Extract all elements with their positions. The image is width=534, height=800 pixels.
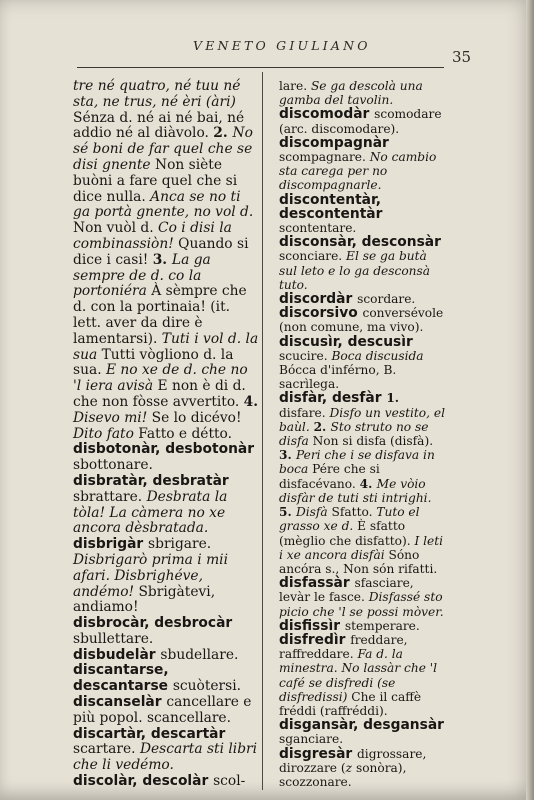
right-column [279,79,447,789]
dictionary-entry [279,619,447,633]
sense-number: 2. [313,419,331,434]
entry-text: scuòtersi. [172,678,242,695]
example-phrase: Disfà [295,505,332,520]
entry-text: Non si disfa (disfà). [312,434,434,449]
entry-text: scartare. [73,741,140,758]
dictionary-entry [279,747,447,790]
entry-headword: disgresàr [279,745,357,762]
entry-text: sfasciare, levàr le fasce. [279,576,414,605]
entry-text: scordare. [357,292,416,307]
dictionary-entry [279,718,447,746]
entry-text: scontentare. [279,221,357,236]
example-phrase: Desbrata la tòla! La càmera no xe ancora dèsbratada. [73,488,228,537]
entry-text: digrossare, dirozzare ( [279,746,427,775]
running-title: VENETO GIULIANO [193,38,371,53]
left-column [73,79,260,790]
sense-number: 4. [243,393,259,410]
entry-text: lare. [279,79,311,93]
dictionary-entry [73,616,260,648]
entry-text: cancellare e più popol. scancellare. [73,694,252,726]
entry-text: conversévole (non comune, ma vivo). [279,306,444,335]
dictionary-entry [73,648,260,664]
example-phrase: No cambio sta carega per no discompagnarle. [279,150,437,193]
entry-text: Quando si dice i casi! [73,235,249,268]
dictionary-entry [73,695,260,727]
entry-headword: discusìr, descusìr [279,333,413,350]
sense-number: 2. [213,125,233,142]
entry-text: sbullettare. [73,630,154,647]
example-phrase: El se ga butà sul leto e lo ga desconsà tuto. [279,249,431,292]
entry-text: sganciare. [279,732,344,747]
dictionary-entry [73,442,260,474]
dictionary-entry [279,391,447,576]
entry-headword: discolàr, descolàr [73,773,214,790]
example-phrase: E no xe de d. che no 'l iera avisà [73,362,248,395]
entry-text: E non è di d. che non fòsse avvertito. [73,378,246,410]
entry-text: scucire. [279,348,332,363]
example-phrase: Tuti i vol d. la sua [73,330,259,363]
sense-number: 3. [152,251,172,268]
example-phrase: La ga sempre de d. co la portoniéra [73,251,211,300]
dictionary-entry [279,292,447,306]
entry-headword: disfissìr [279,617,345,634]
entry-text: scompagnare. [279,150,370,165]
entry-text: disfare. [279,405,330,420]
entry-headword: discomodàr [279,106,375,123]
example-phrase: Disfo un vestito, el baùl. [279,405,445,434]
entry-headword: disbrigàr [73,536,149,553]
example-phrase: Dito fato [73,425,139,442]
entry-text: sbrigare. [148,536,212,553]
dictionary-entry [73,537,260,616]
entry-text: scomodare (arc. discomodare). [279,107,442,136]
entry-headword: disfassàr [279,575,355,592]
entry-text: scol- [213,773,246,790]
entry-text: sbudellare. [160,646,239,663]
column-divider [262,72,263,790]
entry-text: È sfatto (mèglio che disfatto). [279,519,415,548]
dictionary-entry [279,136,447,193]
entry-text: sbottonare. [73,457,153,474]
entry-headword: disbratàr, desbratàr [73,472,229,489]
sense-number: 1. [386,391,400,406]
entry-text: Sfatto. [331,505,377,520]
dictionary-entry [279,107,447,135]
dictionary-entry [279,633,447,718]
example-phrase: Co i disi la combinassiòn! [73,220,232,252]
dictionary-entry [279,576,447,619]
dictionary-entry [73,79,260,442]
example-phrase: I leti i xe ancora disfài [279,533,444,562]
example-phrase: z [345,760,356,775]
entry-text: sconciare. [279,249,347,264]
dictionary-entry [73,774,260,790]
example-phrase: Se ga descolà una gamba del tavolin. [279,79,423,108]
entry-text: Non siète buòni a fare quel che si dice nulla. [73,156,238,205]
page-number: 35 [452,48,472,66]
entry-headword: disgansàr, desgansàr [279,717,444,734]
example-phrase: Disfassé sto picio che 'l se possi mòver. [279,590,444,619]
example-phrase: Boca discusida [331,348,424,363]
entry-headword: disbudelàr [73,646,161,663]
sense-number: 4. [359,476,377,491]
dictionary-entry [73,727,260,774]
entry-headword: discorsivo [279,305,363,322]
dictionary-entry [279,306,447,334]
entry-headword: discanselàr [73,694,167,711]
dictionary-entry [279,193,447,236]
example-phrase: Me vòio disfàr de tuti sti intrighi. [279,476,432,505]
entry-text: Bócca d'inférno, B. sacrìlega. [279,363,397,392]
entry-text: Sénza d. né ai né bai, né addio né al diàvolo. [73,109,245,142]
example-phrase: Tuto el grasso xe d. [279,505,420,534]
example-phrase: tre né quatro, né tuu né sta, ne trus, né èri (àri) [73,78,241,110]
entry-text: stemperare. [344,618,420,633]
entry-text: À sèmpre che d. con la portinaia! (it. lett. aver da dire è lamentarsi). [73,283,247,347]
dictionary-entry [279,235,447,292]
dictionary-entry [73,663,260,695]
sense-number: 5. [279,505,296,520]
entry-headword: disfredìr [279,631,351,648]
entry-text: Fatto e détto. [138,425,233,442]
example-phrase: Descarta sti libri che li vedémo. [73,741,258,774]
sense-number: 3. [279,448,296,463]
entry-text: sonòra), scozzonare. [279,760,407,789]
entry-text: Tutti vògliono d. la sua. [73,346,234,379]
entry-headword: discantarse, descantarse [73,662,173,695]
example-phrase: Anca se no ti ga portà gnente, no vol d. [73,188,254,221]
entry-headword: disbrocàr, desbrocàr [73,615,233,632]
entry-text: Se lo dicévo! [151,409,242,426]
entry-text: Che il caffè fréddi (raffréddi). [279,689,422,718]
entry-headword: discontentàr, descontentàr [279,191,383,222]
entry-text: freddare, raffreddare. [279,632,408,662]
entry-text: Pére che si disfacévano. [279,462,380,491]
entry-headword: disbotonàr, desbotonàr [73,441,255,458]
dictionary-entry [73,474,260,537]
dictionary-entry [279,79,447,107]
header-rule [77,67,444,68]
example-phrase: Sto struto no se disfa [279,419,429,449]
entry-text: Sóno ancóra s., Non són rifatti. [279,547,438,576]
example-phrase: Peri che i se disfava in boca [279,448,435,477]
dictionary-entry [279,335,447,392]
example-phrase: Fa d. la minestra. No lassàr che 'l café se disfredi (se disfredissi) [279,647,438,704]
example-phrase: Disbrigarò prima i mii afari. Disbrighéve, andémo! [73,551,228,600]
entry-headword: discompagnàr [279,134,389,151]
entry-headword: discordàr [279,291,358,308]
entry-headword: discartàr, descartàr [73,725,226,742]
example-phrase: Disevo mi! [73,409,152,426]
entry-text: Non vuòl d. [73,220,159,237]
entry-text: Sbrigàtevi, andiamo! [73,583,216,616]
entry-headword: disconsàr, desconsàr [279,234,441,251]
example-phrase: No sé boni de far quel che se disi gnente [73,125,253,173]
page-edge-shadow [526,0,534,800]
entry-text: sbrattare. [73,488,147,505]
entry-headword: disfàr, desfàr [279,390,387,407]
